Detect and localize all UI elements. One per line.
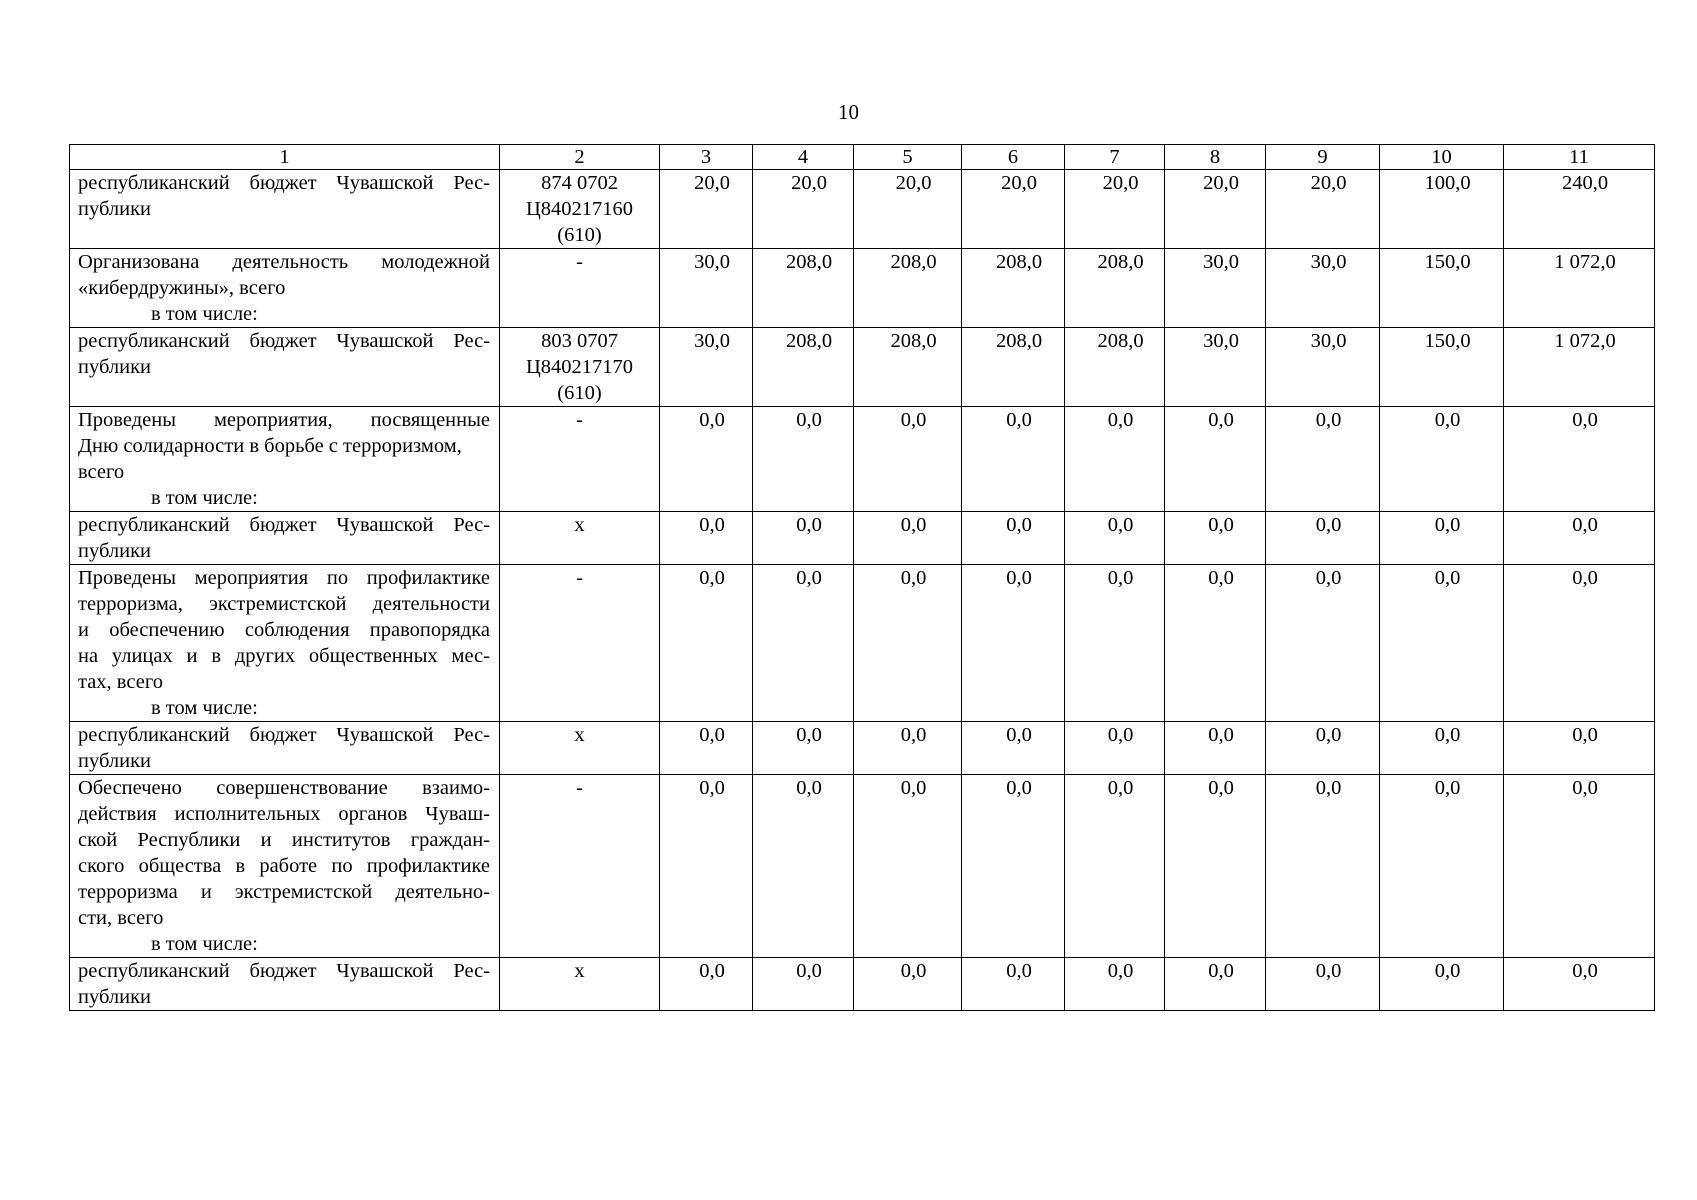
- value-cell: 0,0: [1165, 958, 1266, 1011]
- value-cell: 0,0: [854, 722, 962, 775]
- value-cell: 0,0: [1504, 722, 1655, 775]
- value-cell: 0,0: [1380, 407, 1504, 512]
- value-cell: 0,0: [753, 775, 854, 958]
- row-subtitle: в том числе:: [151, 487, 258, 509]
- budget-code-line: -: [576, 251, 583, 273]
- header-cell: 11: [1504, 145, 1655, 170]
- budget-code-line: х: [574, 724, 585, 746]
- page-number: 10: [838, 100, 859, 124]
- value-cell: 208,0: [1065, 328, 1165, 407]
- row-name-line: ской Республики и институтов граждан-: [78, 829, 490, 851]
- row-name-cell: [70, 775, 500, 958]
- value-cell: 0,0: [753, 407, 854, 512]
- row-name-line: Проведены мероприятия по профилактике: [78, 567, 490, 589]
- value-cell: 0,0: [1504, 565, 1655, 722]
- row-name-line: Организована деятельность молодежной: [78, 251, 490, 273]
- value-cell: 20,0: [1266, 170, 1380, 249]
- value-cell: 30,0: [1165, 328, 1266, 407]
- row-name-line: терроризма, экстремистской деятельности: [78, 593, 490, 615]
- value-cell: 0,0: [1065, 512, 1165, 565]
- value-cell: 208,0: [962, 328, 1065, 407]
- value-cell: 0,0: [753, 958, 854, 1011]
- budget-code-cell: [500, 170, 660, 249]
- value-cell: 0,0: [1266, 512, 1380, 565]
- value-cell: 0,0: [1380, 722, 1504, 775]
- row-name-line: на улицах и в других общественных мес-: [78, 645, 490, 667]
- budget-code-line: -: [576, 777, 583, 799]
- value-cell: 0,0: [753, 512, 854, 565]
- budget-code-line: -: [576, 567, 583, 589]
- value-cell: 208,0: [854, 328, 962, 407]
- budget-code-cell: [500, 249, 660, 328]
- value-cell: 240,0: [1504, 170, 1655, 249]
- header-cell: 2: [500, 145, 660, 170]
- value-cell: 0,0: [962, 722, 1065, 775]
- budget-code-line: Ц840217160: [525, 198, 634, 220]
- table-row: [70, 328, 1655, 407]
- budget-table: [69, 144, 1655, 1011]
- budget-code-cell: [500, 328, 660, 407]
- table-row: [70, 249, 1655, 328]
- row-subtitle: в том числе:: [151, 697, 258, 719]
- row-subtitle: в том числе:: [151, 303, 258, 325]
- value-cell: 0,0: [962, 407, 1065, 512]
- value-cell: 1 072,0: [1504, 328, 1655, 407]
- table-row: [70, 170, 1655, 249]
- value-cell: 0,0: [1165, 512, 1266, 565]
- value-cell: 0,0: [962, 958, 1065, 1011]
- value-cell: 208,0: [753, 328, 854, 407]
- row-name-cell: [70, 512, 500, 565]
- value-cell: 0,0: [1065, 722, 1165, 775]
- header-cell: 4: [753, 145, 854, 170]
- value-cell: 0,0: [1266, 722, 1380, 775]
- budget-code-line: Ц840217170: [525, 356, 634, 378]
- value-cell: 0,0: [962, 775, 1065, 958]
- header-cell: 7: [1065, 145, 1165, 170]
- value-cell: 20,0: [854, 170, 962, 249]
- value-cell: 0,0: [660, 512, 753, 565]
- row-name-line: публики: [78, 986, 152, 1008]
- row-name-line: ского общества в работе по профилактике: [78, 855, 490, 877]
- table-row: [70, 512, 1655, 565]
- value-cell: 0,0: [660, 565, 753, 722]
- row-name-line: республиканский бюджет Чувашской Рес-: [78, 724, 490, 746]
- row-name-line: публики: [78, 750, 152, 772]
- value-cell: 0,0: [1380, 512, 1504, 565]
- row-name-line: Проведены мероприятия, посвященные: [78, 409, 490, 431]
- value-cell: 20,0: [753, 170, 854, 249]
- value-cell: 0,0: [1266, 958, 1380, 1011]
- row-name-line: республиканский бюджет Чувашской Рес-: [78, 172, 490, 194]
- budget-code-line: -: [576, 409, 583, 431]
- header-cell: 10: [1380, 145, 1504, 170]
- value-cell: 20,0: [962, 170, 1065, 249]
- value-cell: 0,0: [962, 512, 1065, 565]
- value-cell: 0,0: [660, 722, 753, 775]
- table-row: [70, 722, 1655, 775]
- budget-code-cell: [500, 512, 660, 565]
- row-name-line: Дню солидарности в борьбе с терроризмом, всего: [78, 435, 462, 483]
- table-row: [70, 958, 1655, 1011]
- budget-code-line: 803 0707: [541, 330, 618, 352]
- value-cell: 0,0: [1380, 565, 1504, 722]
- value-cell: 0,0: [1065, 958, 1165, 1011]
- row-name-line: «кибердружины», всего: [78, 277, 286, 299]
- row-name-line: публики: [78, 540, 152, 562]
- row-subtitle: в том числе:: [151, 933, 258, 955]
- budget-code-cell: [500, 722, 660, 775]
- row-name-line: республиканский бюджет Чувашской Рес-: [78, 514, 490, 536]
- table-row: [70, 407, 1655, 512]
- budget-code-line: х: [574, 514, 585, 536]
- value-cell: 0,0: [1266, 565, 1380, 722]
- budget-code-cell: [500, 958, 660, 1011]
- value-cell: 0,0: [1065, 565, 1165, 722]
- value-cell: 0,0: [854, 512, 962, 565]
- value-cell: 0,0: [660, 775, 753, 958]
- value-cell: 0,0: [1065, 775, 1165, 958]
- value-cell: 0,0: [1266, 775, 1380, 958]
- row-name-cell: [70, 958, 500, 1011]
- header-cell: 1: [70, 145, 500, 170]
- budget-code-cell: [500, 565, 660, 722]
- value-cell: 150,0: [1380, 249, 1504, 328]
- budget-code-line: (610): [557, 224, 602, 246]
- value-cell: 208,0: [854, 249, 962, 328]
- value-cell: 208,0: [1065, 249, 1165, 328]
- value-cell: 0,0: [854, 565, 962, 722]
- value-cell: 0,0: [660, 958, 753, 1011]
- row-name-line: публики: [78, 356, 152, 378]
- row-name-cell: [70, 722, 500, 775]
- row-name-cell: [70, 249, 500, 328]
- value-cell: 0,0: [1380, 958, 1504, 1011]
- value-cell: 30,0: [1266, 328, 1380, 407]
- header-cell: 8: [1165, 145, 1266, 170]
- value-cell: 0,0: [660, 407, 753, 512]
- value-cell: 0,0: [1504, 512, 1655, 565]
- value-cell: 0,0: [1165, 407, 1266, 512]
- value-cell: 30,0: [660, 328, 753, 407]
- header-cell: 3: [660, 145, 753, 170]
- table-body: [70, 145, 1655, 1011]
- value-cell: 0,0: [1504, 775, 1655, 958]
- header-cell: 5: [854, 145, 962, 170]
- budget-code-cell: [500, 407, 660, 512]
- value-cell: 0,0: [1165, 722, 1266, 775]
- value-cell: 0,0: [962, 565, 1065, 722]
- row-name-line: действия исполнительных органов Чуваш-: [78, 803, 490, 825]
- budget-code-line: х: [574, 960, 585, 982]
- table-row: [70, 775, 1655, 958]
- value-cell: 30,0: [1266, 249, 1380, 328]
- row-name-line: терроризма и экстремистской деятельно-: [78, 881, 490, 903]
- header-cell: 9: [1266, 145, 1380, 170]
- budget-code-line: (610): [557, 382, 602, 404]
- row-name-line: Обеспечено совершенствование взаимо-: [78, 777, 490, 799]
- value-cell: 0,0: [1165, 565, 1266, 722]
- value-cell: 30,0: [1165, 249, 1266, 328]
- value-cell: 0,0: [1380, 775, 1504, 958]
- value-cell: 0,0: [854, 407, 962, 512]
- value-cell: 20,0: [660, 170, 753, 249]
- value-cell: 0,0: [1504, 407, 1655, 512]
- value-cell: 100,0: [1380, 170, 1504, 249]
- budget-code-cell: [500, 775, 660, 958]
- value-cell: 0,0: [1065, 407, 1165, 512]
- header-row: [70, 145, 1655, 170]
- budget-code-line: 874 0702: [541, 172, 618, 194]
- row-name-cell: [70, 565, 500, 722]
- value-cell: 0,0: [1266, 407, 1380, 512]
- value-cell: 208,0: [753, 249, 854, 328]
- value-cell: 0,0: [1504, 958, 1655, 1011]
- value-cell: 0,0: [854, 958, 962, 1011]
- row-name-line: республиканский бюджет Чувашской Рес-: [78, 330, 490, 352]
- row-name-line: публики: [78, 198, 152, 220]
- row-name-line: республиканский бюджет Чувашской Рес-: [78, 960, 490, 982]
- row-name-cell: [70, 328, 500, 407]
- value-cell: 0,0: [753, 722, 854, 775]
- value-cell: 0,0: [1165, 775, 1266, 958]
- row-name-cell: [70, 407, 500, 512]
- value-cell: 0,0: [753, 565, 854, 722]
- row-name-line: тах, всего: [78, 671, 163, 693]
- value-cell: 20,0: [1165, 170, 1266, 249]
- value-cell: 150,0: [1380, 328, 1504, 407]
- value-cell: 20,0: [1065, 170, 1165, 249]
- row-name-line: сти, всего: [78, 907, 164, 929]
- value-cell: 0,0: [854, 775, 962, 958]
- row-name-line: и обеспечению соблюдения правопорядка: [78, 619, 490, 641]
- value-cell: 1 072,0: [1504, 249, 1655, 328]
- header-cell: 6: [962, 145, 1065, 170]
- value-cell: 30,0: [660, 249, 753, 328]
- table-row: [70, 565, 1655, 722]
- value-cell: 208,0: [962, 249, 1065, 328]
- row-name-cell: [70, 170, 500, 249]
